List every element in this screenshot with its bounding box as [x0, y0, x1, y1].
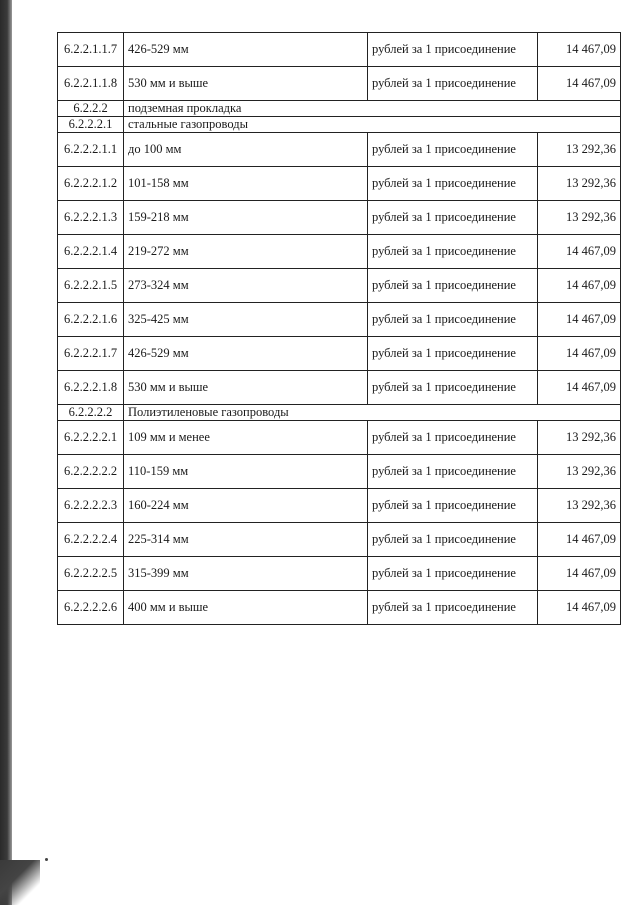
table-row — [58, 421, 621, 455]
table-row — [58, 455, 621, 489]
table-row — [58, 337, 621, 371]
row-code: 6.2.2.2.1.5 — [58, 269, 124, 303]
row-unit: рублей за 1 присоединение — [368, 591, 538, 625]
row-value: 14 467,09 — [538, 591, 621, 625]
row-description: 160-224 мм — [124, 489, 368, 523]
section-code: 6.2.2.2.2 — [58, 405, 124, 421]
scan-edge-shadow — [0, 0, 12, 905]
row-code: 6.2.2.2.2.6 — [58, 591, 124, 625]
row-unit: рублей за 1 присоединение — [368, 133, 538, 167]
section-code: 6.2.2.2.1 — [58, 117, 124, 133]
row-value: 13 292,36 — [538, 421, 621, 455]
row-description: 225-314 мм — [124, 523, 368, 557]
table-row — [58, 489, 621, 523]
row-code: 6.2.2.2.2.3 — [58, 489, 124, 523]
row-code: 6.2.2.2.1.4 — [58, 235, 124, 269]
scan-corner-shadow — [0, 860, 40, 905]
row-value: 14 467,09 — [538, 235, 621, 269]
section-title: подземная прокладка — [124, 101, 621, 117]
row-unit: рублей за 1 присоединение — [368, 303, 538, 337]
row-value: 13 292,36 — [538, 455, 621, 489]
row-value: 13 292,36 — [538, 201, 621, 235]
row-unit: рублей за 1 присоединение — [368, 67, 538, 101]
row-unit: рублей за 1 присоединение — [368, 235, 538, 269]
row-code: 6.2.2.2.1.3 — [58, 201, 124, 235]
table-row — [58, 201, 621, 235]
row-code: 6.2.2.2.2.2 — [58, 455, 124, 489]
row-code: 6.2.2.2.1.8 — [58, 371, 124, 405]
row-description: 530 мм и выше — [124, 67, 368, 101]
row-code: 6.2.2.2.2.1 — [58, 421, 124, 455]
row-value: 14 467,09 — [538, 557, 621, 591]
row-code: 6.2.2.2.1.7 — [58, 337, 124, 371]
row-code: 6.2.2.2.1.2 — [58, 167, 124, 201]
section-code: 6.2.2.2 — [58, 101, 124, 117]
row-code: 6.2.2.2.2.4 — [58, 523, 124, 557]
row-code: 6.2.2.1.1.8 — [58, 67, 124, 101]
row-description: 530 мм и выше — [124, 371, 368, 405]
row-value: 14 467,09 — [538, 523, 621, 557]
section-row — [58, 101, 621, 117]
row-value: 14 467,09 — [538, 269, 621, 303]
table-row — [58, 303, 621, 337]
table-row — [58, 557, 621, 591]
row-unit: рублей за 1 присоединение — [368, 455, 538, 489]
row-unit: рублей за 1 присоединение — [368, 523, 538, 557]
table-row — [58, 33, 621, 67]
scan-speck — [45, 858, 48, 861]
row-unit: рублей за 1 присоединение — [368, 269, 538, 303]
row-value: 14 467,09 — [538, 303, 621, 337]
row-unit: рублей за 1 присоединение — [368, 201, 538, 235]
row-description: 110-159 мм — [124, 455, 368, 489]
row-description: 325-425 мм — [124, 303, 368, 337]
row-value: 13 292,36 — [538, 489, 621, 523]
row-code: 6.2.2.1.1.7 — [58, 33, 124, 67]
row-value: 14 467,09 — [538, 337, 621, 371]
tariff-table-body — [58, 33, 621, 625]
table-row — [58, 133, 621, 167]
table-row — [58, 371, 621, 405]
table-row — [58, 67, 621, 101]
row-code: 6.2.2.2.1.1 — [58, 133, 124, 167]
tariff-table — [57, 32, 621, 625]
row-description: 400 мм и выше — [124, 591, 368, 625]
row-description: 426-529 мм — [124, 33, 368, 67]
row-description: до 100 мм — [124, 133, 368, 167]
row-unit: рублей за 1 присоединение — [368, 421, 538, 455]
row-value: 13 292,36 — [538, 167, 621, 201]
row-unit: рублей за 1 присоединение — [368, 33, 538, 67]
row-description: 219-272 мм — [124, 235, 368, 269]
row-value: 14 467,09 — [538, 33, 621, 67]
row-code: 6.2.2.2.2.5 — [58, 557, 124, 591]
row-unit: рублей за 1 присоединение — [368, 167, 538, 201]
section-title: Полиэтиленовые газопроводы — [124, 405, 621, 421]
row-code: 6.2.2.2.1.6 — [58, 303, 124, 337]
row-description: 315-399 мм — [124, 557, 368, 591]
row-unit: рублей за 1 присоединение — [368, 557, 538, 591]
table-row — [58, 235, 621, 269]
section-row — [58, 117, 621, 133]
table-row — [58, 167, 621, 201]
row-value: 13 292,36 — [538, 133, 621, 167]
row-unit: рублей за 1 присоединение — [368, 371, 538, 405]
row-value: 14 467,09 — [538, 67, 621, 101]
row-description: 101-158 мм — [124, 167, 368, 201]
table-row — [58, 269, 621, 303]
table-row — [58, 523, 621, 557]
row-unit: рублей за 1 присоединение — [368, 489, 538, 523]
section-title: стальные газопроводы — [124, 117, 621, 133]
row-unit: рублей за 1 присоединение — [368, 337, 538, 371]
row-description: 159-218 мм — [124, 201, 368, 235]
section-row — [58, 405, 621, 421]
row-description: 109 мм и менее — [124, 421, 368, 455]
row-value: 14 467,09 — [538, 371, 621, 405]
table-row — [58, 591, 621, 625]
row-description: 426-529 мм — [124, 337, 368, 371]
row-description: 273-324 мм — [124, 269, 368, 303]
